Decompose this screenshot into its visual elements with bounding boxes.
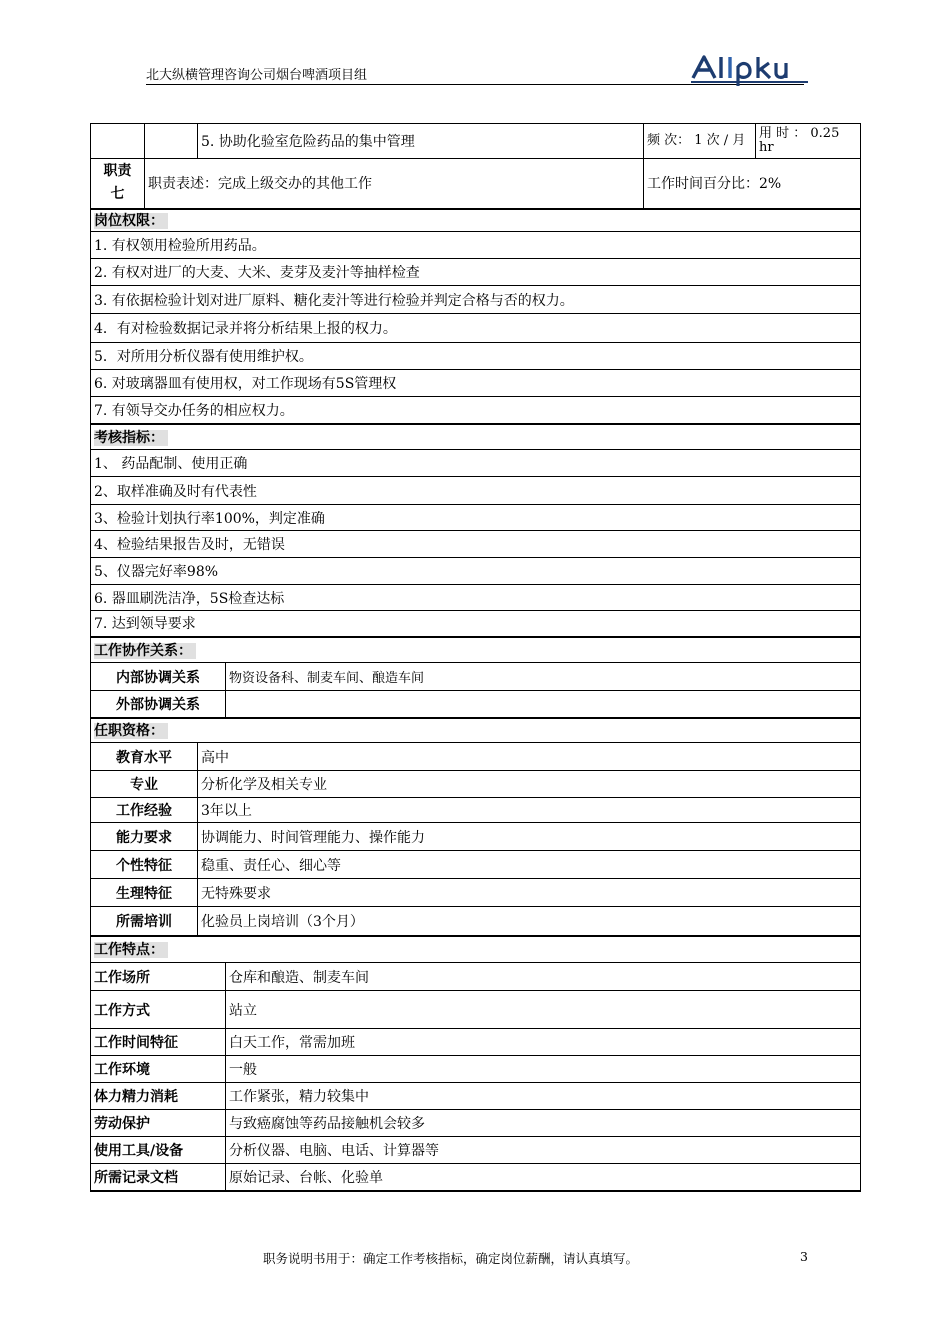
qualification-header-row xyxy=(91,718,861,743)
list-item xyxy=(91,314,861,343)
table-row xyxy=(91,663,861,691)
qualification-value: 化验员上岗培训（3个月） xyxy=(198,907,861,936)
feature-value: 一般 xyxy=(226,1056,861,1083)
authority-item: 7. 有领导交办任务的相应权力。 xyxy=(91,397,861,424)
feature-label: 使用工具/设备 xyxy=(91,1137,226,1164)
footer-note: 职务说明书用于：确定工作考核指标，确定岗位薪酬，请认真填写。 xyxy=(263,1251,639,1266)
authority-item: 3. 有依据检验计划对进厂原料、糖化麦汁等进行检验并判定合格与否的权力。 xyxy=(91,286,861,314)
task5-frequency: 频 次： 1 次 / 月 xyxy=(644,124,756,159)
feature-label: 工作场所 xyxy=(91,963,226,991)
authority-title: 岗位权限： xyxy=(91,209,861,232)
qualification-label: 工作经验 xyxy=(91,798,198,823)
authority-item: 1. 有权领用检验所用药品。 xyxy=(91,232,861,259)
duty7-label: 职责七 xyxy=(91,159,145,209)
kpi-item: 5、仪器完好率98% xyxy=(91,558,861,585)
internal-relations-value: 物资设备科、制麦车间、酿造车间 xyxy=(226,663,861,691)
kpi-item: 4、检验结果报告及时，无错误 xyxy=(91,531,861,558)
qualification-value: 分析化学及相关专业 xyxy=(198,771,861,798)
relations-title: 工作协作关系： xyxy=(91,637,861,663)
qualification-label: 专业 xyxy=(91,771,198,798)
duty7-row xyxy=(91,159,861,209)
duty7-percentage: 工作时间百分比：2% xyxy=(644,159,861,209)
table-row xyxy=(91,691,861,718)
features-title: 工作特点： xyxy=(91,936,861,963)
list-item xyxy=(91,370,861,397)
table-row xyxy=(91,1137,861,1164)
feature-label: 工作时间特征 xyxy=(91,1029,226,1056)
external-relations-value xyxy=(226,691,861,718)
table-row xyxy=(91,963,861,991)
list-item xyxy=(91,477,861,505)
table-row xyxy=(91,851,861,879)
list-item xyxy=(91,611,861,637)
qualification-label: 能力要求 xyxy=(91,823,198,851)
company-logo xyxy=(691,54,809,88)
table-row xyxy=(91,991,861,1029)
features-header-row xyxy=(91,936,861,963)
feature-value: 分析仪器、电脑、电话、计算器等 xyxy=(226,1137,861,1164)
internal-relations-label: 内部协调关系 xyxy=(91,663,226,691)
task5-row xyxy=(91,124,861,159)
feature-label: 工作环境 xyxy=(91,1056,226,1083)
table-row xyxy=(91,798,861,823)
table-row xyxy=(91,879,861,907)
list-item xyxy=(91,558,861,585)
authority-header-row xyxy=(91,209,861,232)
table-row xyxy=(91,743,861,771)
task5-time: 用 时 ： 0.25 hr xyxy=(756,124,861,159)
authority-item: 4．有对检验数据记录并将分析结果上报的权力。 xyxy=(91,314,861,343)
qualification-value: 3年以上 xyxy=(198,798,861,823)
authority-item: 5．对所用分析仪器有使用维护权。 xyxy=(91,343,861,370)
qualification-value: 稳重、责任心、细心等 xyxy=(198,851,861,879)
feature-value: 与致癌腐蚀等药品接触机会较多 xyxy=(226,1110,861,1137)
qualification-label: 教育水平 xyxy=(91,743,198,771)
table-row xyxy=(91,1083,861,1110)
table-row xyxy=(91,1056,861,1083)
list-item xyxy=(91,343,861,370)
feature-value: 白天工作，常需加班 xyxy=(226,1029,861,1056)
kpi-item: 6. 器皿刷洗洁净，5S检查达标 xyxy=(91,585,861,611)
table-row xyxy=(91,907,861,936)
feature-value: 仓库和酿造、制麦车间 xyxy=(226,963,861,991)
cell-empty xyxy=(91,124,145,159)
task5-text: 5. 协助化验室危险药品的集中管理 xyxy=(198,124,644,159)
table-row xyxy=(91,1029,861,1056)
cell-empty xyxy=(145,124,198,159)
list-item xyxy=(91,232,861,259)
table-row xyxy=(91,823,861,851)
list-item xyxy=(91,450,861,477)
kpi-item: 2、取样准确及时有代表性 xyxy=(91,477,861,505)
kpi-title: 考核指标： xyxy=(91,424,861,450)
list-item xyxy=(91,531,861,558)
qualification-label: 所需培训 xyxy=(91,907,198,936)
qualification-value: 高中 xyxy=(198,743,861,771)
feature-label: 工作方式 xyxy=(91,991,226,1029)
list-item xyxy=(91,259,861,286)
authority-item: 6. 对玻璃器皿有使用权，对工作现场有5S管理权 xyxy=(91,370,861,397)
qualification-label: 生理特征 xyxy=(91,879,198,907)
feature-label: 体力精力消耗 xyxy=(91,1083,226,1110)
page-number: 3 xyxy=(800,1249,808,1264)
header-org: 北大纵横管理咨询公司烟台啤酒项目组 xyxy=(146,68,368,83)
job-description-table xyxy=(90,123,861,1192)
authority-item: 2. 有权对进厂的大麦、大米、麦芽及麦汁等抽样检查 xyxy=(91,259,861,286)
qualification-value: 无特殊要求 xyxy=(198,879,861,907)
list-item xyxy=(91,397,861,424)
feature-label: 所需记录文档 xyxy=(91,1164,226,1191)
external-relations-label: 外部协调关系 xyxy=(91,691,226,718)
kpi-item: 1、 药品配制、使用正确 xyxy=(91,450,861,477)
table-row xyxy=(91,1110,861,1137)
table-row xyxy=(91,1164,861,1191)
feature-label: 劳动保护 xyxy=(91,1110,226,1137)
kpi-header-row xyxy=(91,424,861,450)
list-item xyxy=(91,286,861,314)
table-row xyxy=(91,771,861,798)
feature-value: 工作紧张，精力较集中 xyxy=(226,1083,861,1110)
feature-value: 原始记录、台帐、化验单 xyxy=(226,1164,861,1191)
qualification-label: 个性特征 xyxy=(91,851,198,879)
list-item xyxy=(91,505,861,531)
list-item xyxy=(91,585,861,611)
qualification-title: 任职资格： xyxy=(91,718,861,743)
qualification-value: 协调能力、时间管理能力、操作能力 xyxy=(198,823,861,851)
duty7-description: 职责表述：完成上级交办的其他工作 xyxy=(145,159,644,209)
feature-value: 站立 xyxy=(226,991,861,1029)
kpi-item: 7. 达到领导要求 xyxy=(91,611,861,637)
kpi-item: 3、检验计划执行率100%，判定准确 xyxy=(91,505,861,531)
relations-header-row xyxy=(91,637,861,663)
